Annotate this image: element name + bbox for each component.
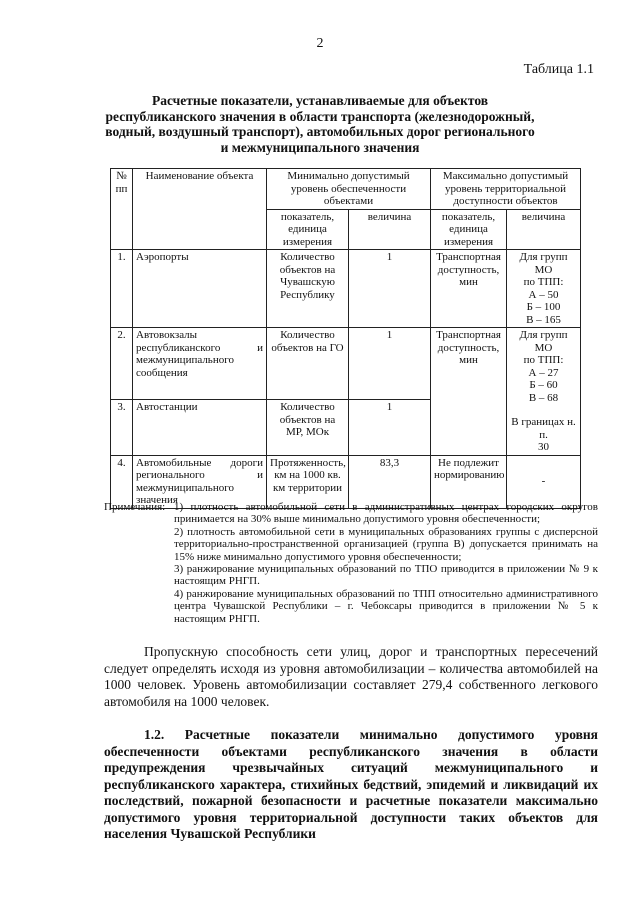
spacer bbox=[510, 404, 577, 416]
row-min-value: 83,3 bbox=[349, 455, 431, 508]
note-item: 4) ранжирование муниципальных образований по ТПП относительно административного центра Чувашской Республики – г. Чебоксары приводится в приложении № 5 к настоящим РНГП. bbox=[174, 587, 598, 625]
row-max-value: - bbox=[507, 455, 581, 508]
row-max-value-line: А – 27 bbox=[528, 366, 559, 379]
header-min-group: Минимально допустимый уровень обеспеченности объектами bbox=[267, 169, 431, 210]
notes-body bbox=[174, 501, 598, 625]
row-min-indicator: Количество объектов на Чувашскую Республику bbox=[267, 250, 349, 328]
row-max-indicator: Транспортная доступность, мин bbox=[431, 328, 507, 456]
row-max-value-line: А – 50 bbox=[528, 288, 559, 301]
row-min-indicator: Количество объектов на МР, МОк bbox=[267, 400, 349, 455]
row-min-value: 1 bbox=[349, 400, 431, 455]
row-max-value-line: В – 68 bbox=[528, 391, 559, 404]
row-max-value-line: Для групп МО bbox=[519, 329, 568, 354]
header-min-value: величина bbox=[349, 209, 431, 250]
row-max-value-line: Б – 100 bbox=[526, 301, 561, 313]
row-max-indicator: Транспортная доступность, мин bbox=[431, 250, 507, 328]
row-max-value-line: по ТПП: bbox=[523, 276, 564, 288]
row-name: Аэропорты bbox=[133, 250, 267, 328]
row-min-value: 1 bbox=[349, 250, 431, 328]
header-name: Наименование объекта bbox=[133, 169, 267, 250]
row-max-value-line: по ТПП: bbox=[523, 354, 564, 366]
body-paragraph: Пропускную способность сети улиц, дорог и транспортных пересечений следует определять исходя из уровня автомобилизации – количества автомобилей на 1000 человек. Уровень автомобилизации составляет 279,4 собственного легкового автомобиля на 1000 человек. bbox=[104, 644, 598, 709]
note-item: 1) плотность автомобильной сети в административных центрах городских округов принимается на 30% выше минимально допустимого уровня обеспеченности; bbox=[174, 501, 598, 526]
row-name: Автовокзалы республиканского и межмуниципального сообщения bbox=[133, 328, 267, 400]
table-notes bbox=[104, 501, 598, 625]
row-name: Автомобильные дороги регионального и межмуниципального значения bbox=[133, 455, 267, 508]
table-label: Таблица 1.1 bbox=[523, 62, 594, 77]
row-max-value bbox=[507, 328, 581, 456]
note-item: 2) плотность автомобильной сети в муниципальных образованиях группы с дисперсной территориально-пространственной организацией (группа В) допускается принимать на 15% ниже минимально допустимого уровня обеспеченности; bbox=[174, 525, 598, 563]
notes-lead: Примечания: bbox=[104, 501, 166, 513]
row-num: 2. bbox=[111, 328, 133, 400]
row-max-value-line: Для групп МО bbox=[519, 251, 568, 276]
row-max-value-line: 30 bbox=[538, 441, 550, 453]
table-header-row bbox=[111, 169, 581, 210]
row-max-indicator: Не подлежит нормированию bbox=[431, 455, 507, 508]
note-item: 3) ранжирование муниципальных образований по ТПО приводится в приложении № 9 к настоящим РНГП. bbox=[174, 563, 598, 588]
header-num: № пп bbox=[111, 169, 133, 250]
row-min-indicator: Количество объектов на ГО bbox=[267, 328, 349, 400]
row-num: 4. bbox=[111, 455, 133, 508]
table-title: Расчетные показатели, устанавливаемые для объектов республиканского значения в области транспорта (железнодорожный, водный, воздушный транспорт), автомобильных дорог регионального и межмуниципального значения bbox=[105, 93, 535, 155]
row-max-value bbox=[507, 250, 581, 328]
header-max-indicator: показатель, единица измерения bbox=[431, 209, 507, 250]
indicators-table bbox=[110, 168, 581, 509]
page-number: 2 bbox=[316, 36, 324, 51]
row-max-value-line: Б – 60 bbox=[529, 379, 558, 391]
table-row bbox=[111, 250, 581, 328]
row-min-indicator: Протяженность, км на 1000 кв. км территории bbox=[267, 455, 349, 508]
row-name: Автостанции bbox=[133, 400, 267, 455]
header-max-value: величина bbox=[507, 209, 581, 250]
section-heading: 1.2. Расчетные показатели минимально допустимого уровня обеспеченности объектами республиканского значения в области предупреждения чрезвычайных ситуаций межмуниципального и республиканского характера, стихийных бедствий, эпидемий и ликвидаций их последствий, пожарной безопасности и расчетные показатели максимально допустимого уровня территориальной доступности таких объектов для населения Чувашской Республики bbox=[104, 727, 598, 841]
row-min-value: 1 bbox=[349, 328, 431, 400]
row-num: 3. bbox=[111, 400, 133, 455]
row-max-value-line: В границах н. п. bbox=[511, 416, 576, 441]
header-max-group: Максимально допустимый уровень территориальной доступности объектов bbox=[431, 169, 581, 210]
row-num: 1. bbox=[111, 250, 133, 328]
table-row bbox=[111, 328, 581, 400]
header-min-indicator: показатель, единица измерения bbox=[267, 209, 349, 250]
row-max-value-line: В – 165 bbox=[526, 313, 561, 326]
